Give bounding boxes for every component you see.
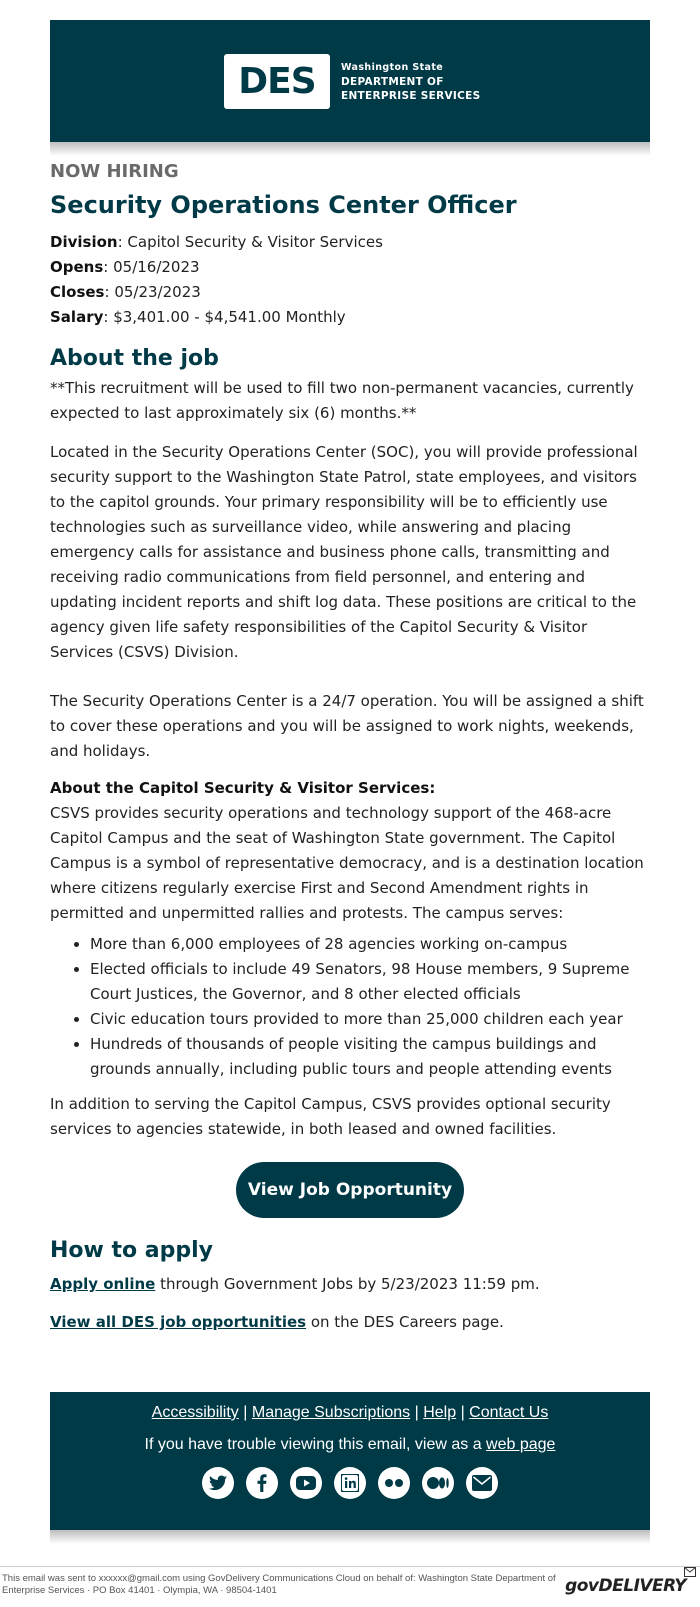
about-heading: About the job	[50, 346, 219, 371]
meta-label: Opens	[50, 258, 104, 276]
header-shadow	[50, 142, 650, 156]
header-banner	[50, 20, 650, 142]
about-p3: The Security Operations Center is a 24/7 operation. You will be assigned a shift to cover these operations and you will be assigned to work nights, weekends, and holidays.	[50, 692, 644, 760]
linkedin-icon[interactable]	[334, 1467, 366, 1499]
govdelivery-bar	[0, 1566, 700, 1607]
meta-value: : 05/16/2023	[103, 258, 200, 276]
meta-salary	[50, 305, 650, 330]
view-job-opportunity-button[interactable]: View Job Opportunity	[236, 1162, 464, 1218]
closing-paragraph: In addition to serving the Capitol Campus, CSVS provides optional security services to agencies statewide, in both leased and owned facilities.	[50, 1095, 611, 1138]
meta-closes	[50, 280, 650, 305]
logo-line-3: ENTERPRISE SERVICES	[341, 90, 481, 102]
main-content	[50, 160, 650, 1335]
social-icons	[50, 1467, 650, 1499]
separator: |	[456, 1404, 470, 1421]
logo-line-2: DEPARTMENT OF	[341, 76, 444, 88]
govdelivery-text: This email was sent to xxxxxx@gmail.com using GovDelivery Communications Cloud on behalf of: Washington State Department of Enterprise Services · PO Box 41401 · Olympia, WA · 98504-1401	[2, 1573, 556, 1596]
contact-us-link[interactable]: Contact Us	[469, 1404, 549, 1421]
view-all-jobs-link[interactable]: View all DES job opportunities	[50, 1313, 307, 1331]
meta-label: Division	[50, 233, 118, 251]
web-page-link[interactable]: web page	[486, 1436, 556, 1453]
list-item: • Hundreds of thousands of people visiting the campus buildings and grounds annually, including public tours and people attending events	[90, 1032, 650, 1082]
csvs-heading: About the Capitol Security & Visitor Services:	[50, 779, 436, 797]
cta-wrap	[50, 1162, 650, 1218]
footer-links	[50, 1392, 650, 1424]
flickr-icon[interactable]	[378, 1467, 410, 1499]
about-p2: Located in the Security Operations Center (SOC), you will provide professional security support to the Washington State Patrol, state employees, and visitors to the capitol grounds. Your primary responsibility will be to efficiently use technologies such as surveillance video, while answering and placing emergency calls for assistance and business phone calls, transmitting and receiving radio communications from field personnel, and entering and updating incident reports and shift log data. These positions are critical to the agency given life safety responsibilities of the Capitol Security & Visitor Services (CSVS) Division.	[50, 443, 638, 661]
list-item: • More than 6,000 employees of 28 agencies working on-campus	[90, 932, 650, 957]
logo-mark: DES	[238, 61, 316, 102]
meta-label: Salary	[50, 308, 104, 326]
csvs-paragraph: CSVS provides security operations and technology support of the 468-acre Capitol Campus and the seat of Washington State government. The Capitol Campus is a symbol of representative democracy, and is a destination location where citizens regularly exercise First and Second Amendment rights in permitted and unpermitted rallies and protests. The campus serves:	[50, 804, 644, 922]
des-logo	[224, 54, 330, 109]
govdelivery-logo: govDELIVERY	[565, 1576, 686, 1596]
medium-icon[interactable]	[422, 1467, 454, 1499]
apply-text: through Government Jobs by 5/23/2023 11:59 pm.	[155, 1275, 540, 1293]
trouble-viewing	[50, 1434, 650, 1456]
meta-division	[50, 230, 650, 255]
youtube-icon[interactable]	[290, 1467, 322, 1499]
how-to-apply-heading: How to apply	[50, 1238, 214, 1263]
about-p1: **This recruitment will be used to fill two non-permanent vacancies, currently expected to last approximately six (6) months.**	[50, 379, 634, 422]
separator: |	[238, 1404, 252, 1421]
twitter-icon[interactable]	[202, 1467, 234, 1499]
meta-value: : Capitol Security & Visitor Services	[117, 233, 383, 251]
apply-online-link[interactable]: Apply online	[50, 1275, 156, 1293]
meta-value: : $3,401.00 - $4,541.00 Monthly	[103, 308, 346, 326]
job-meta	[50, 230, 650, 330]
meta-label: Closes	[50, 283, 105, 301]
trouble-text: If you have trouble viewing this email, view as a	[144, 1436, 487, 1453]
list-item: • Elected officials to include 49 Senators, 98 House members, 9 Supreme Court Justices, the Governor, and 8 other elected officials	[90, 957, 650, 1007]
list-item: • Civic education tours provided to more than 25,000 children each year	[90, 1007, 650, 1032]
job-title: Security Operations Center Officer	[50, 191, 517, 219]
all-jobs-text: on the DES Careers page.	[306, 1313, 504, 1331]
campus-list	[50, 932, 650, 1082]
facebook-icon[interactable]	[246, 1467, 278, 1499]
email-container	[50, 20, 650, 156]
manage-subscriptions-link[interactable]: Manage Subscriptions	[251, 1404, 411, 1421]
email-icon[interactable]	[466, 1467, 498, 1499]
footer	[50, 1392, 650, 1530]
meta-value: : 05/23/2023	[104, 283, 201, 301]
now-hiring-label: NOW HIRING	[50, 161, 179, 182]
logo-text	[341, 61, 480, 103]
separator: |	[410, 1404, 424, 1421]
all-jobs-line	[50, 1310, 650, 1335]
help-link[interactable]: Help	[423, 1404, 457, 1421]
logo-line-1: Washington State	[341, 62, 444, 73]
accessibility-link[interactable]: Accessibility	[151, 1404, 239, 1421]
footer-shadow	[50, 1530, 650, 1544]
meta-opens	[50, 255, 650, 280]
apply-line	[50, 1272, 650, 1297]
